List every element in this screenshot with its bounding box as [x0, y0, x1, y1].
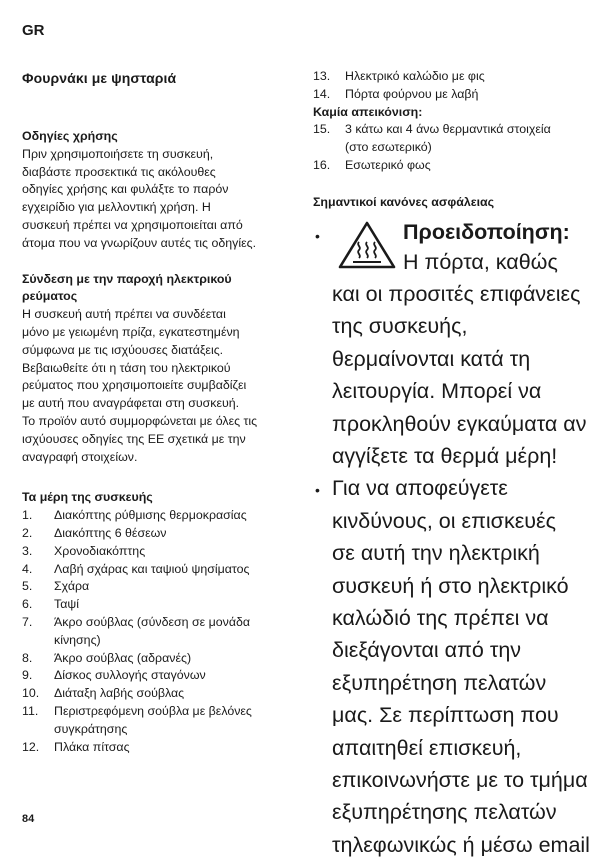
item-label: Διάταξη λαβής σούβλας	[54, 686, 185, 701]
parts-list	[22, 507, 294, 756]
list-item	[22, 578, 294, 596]
list-item	[22, 507, 294, 525]
list-item	[22, 543, 294, 561]
item-label-line: 3 κάτω και 4 άνω θερμαντικά στοιχεία	[345, 122, 551, 137]
item-number: 4.	[22, 561, 33, 576]
warning-line: λειτουργία. Μπορεί να	[332, 379, 542, 404]
item-number: 14.	[313, 86, 331, 101]
text-line: αναγραφή στοιχείων.	[22, 449, 138, 464]
warning-line: Η πόρτα, καθώς	[403, 249, 558, 274]
item-label: Διακόπτης ρύθμισης θερμοκρασίας	[54, 508, 247, 523]
item-label: Λαβή σχάρας και ταψιού ψησίματος	[54, 561, 250, 576]
warning-title: Προειδοποίηση:	[403, 219, 570, 244]
heading-line: ρεύματος	[22, 289, 78, 304]
warning-text	[403, 218, 598, 278]
item-number: 13.	[313, 69, 331, 83]
warning-line: της συσκευής,	[332, 314, 468, 339]
text-line: Βεβαιωθείτε ότι η τάση του ηλεκτρικού	[22, 360, 231, 375]
repair-line: καλώδιό της πρέπει να	[332, 606, 549, 631]
text-line: Η συσκευή αυτή πρέπει να συνδέεται	[22, 307, 226, 322]
repair-line: εξυπηρέτηση πελατών	[332, 670, 547, 695]
text-line: εγχειρίδιο για μελλοντική χρήση. Η	[22, 200, 211, 215]
hot-surface-warning-icon	[337, 220, 397, 270]
item-label: Ταψί	[54, 597, 79, 612]
item-label: Πόρτα φούρνου με λαβή	[345, 86, 479, 101]
item-label	[54, 614, 294, 650]
warning-block	[313, 218, 598, 473]
item-number: 9.	[22, 668, 33, 683]
repair-line: κινδύνους, οι επισκευές	[332, 508, 556, 533]
item-label-line: συγκράτησης	[54, 721, 128, 736]
item-label-line: Περιστρεφόμενη σούβλα με βελόνες	[54, 703, 252, 718]
text-line: Το προϊόν αυτό συμμορφώνεται με όλες τις	[22, 413, 258, 428]
text-line: συσκευή πρέπει να χρησιμοποιείται από	[22, 217, 243, 232]
repair-line: μας. Σε περίπτωση που	[332, 703, 559, 728]
document-title: Φουρνάκι με ψησταριά	[22, 70, 177, 86]
item-number: 16.	[313, 157, 331, 172]
item-number: 15.	[313, 122, 331, 137]
bullet: •	[315, 482, 320, 499]
text-line: Πριν χρησιμοποιήσετε τη συσκευή,	[22, 146, 214, 161]
item-number: 11.	[22, 703, 39, 718]
language-code: GR	[22, 22, 45, 39]
list-item	[22, 650, 294, 668]
item-label: Εσωτερικό φως	[345, 157, 431, 172]
list-item	[313, 86, 598, 104]
repair-line: σε αυτή την ηλεκτρική	[332, 541, 540, 566]
repair-block	[313, 472, 598, 861]
item-number: 3.	[22, 543, 33, 558]
item-label-line: (στο εσωτερικό)	[345, 140, 432, 155]
heading-line: Σύνδεση με την παροχή ηλεκτρικού	[22, 271, 232, 286]
list-item	[22, 561, 294, 579]
item-number: 6.	[22, 597, 33, 612]
right-column	[313, 68, 598, 861]
item-label: Χρονοδιακόπτης	[54, 543, 146, 558]
list-item	[313, 157, 598, 175]
warning-line: και οι προσιτές επιφάνειες	[332, 281, 581, 306]
list-item	[22, 614, 294, 650]
item-label: Διακόπτης 6 θέσεων	[54, 525, 167, 540]
item-number: 2.	[22, 525, 33, 540]
text-line: σύμφωνα με τις ισχύουσες διατάξεις.	[22, 342, 224, 357]
parts-list-continued	[313, 68, 598, 104]
item-label: Άκρο σούβλας (αδρανές)	[54, 650, 192, 665]
item-label: Ηλεκτρικό καλώδιο με φις	[345, 69, 485, 83]
text-line: διαβάστε προσεκτικά τις ακόλουθες	[22, 164, 216, 179]
not-shown-list	[313, 121, 598, 174]
item-number: 8.	[22, 650, 33, 665]
repair-lines	[332, 472, 598, 861]
list-item	[313, 68, 598, 86]
list-item	[313, 121, 598, 157]
list-item	[22, 685, 294, 703]
warning-line: θερμαίνονται κατά τη	[332, 346, 531, 371]
item-number: 10.	[22, 686, 40, 701]
repair-line: συσκευή ή στο ηλεκτρικό	[332, 573, 569, 598]
item-number: 1.	[22, 508, 33, 523]
item-label-line: Άκρο σούβλας (σύνδεση σε μονάδα	[54, 614, 251, 629]
text-line: με αυτή που αναγράφεται στη συσκευή.	[22, 396, 240, 411]
power-text	[22, 306, 294, 466]
list-item	[22, 525, 294, 543]
warning-row	[337, 218, 598, 278]
instructions-text	[22, 146, 294, 253]
power-heading	[22, 271, 294, 307]
warning-lines	[332, 278, 598, 472]
item-label: Δίσκος συλλογής σταγόνων	[54, 668, 206, 683]
repair-line: τηλεφωνικώς ή μέσω email	[332, 832, 590, 857]
list-item	[22, 596, 294, 614]
repair-line: επικοινωνήστε με το τμήμα	[332, 768, 588, 793]
text-line: άτομα που να γνωρίζουν αυτές τις οδηγίες.	[22, 235, 257, 250]
repair-line: διεξάγονται από την	[332, 638, 522, 663]
item-label: Σχάρα	[54, 579, 90, 594]
item-number: 5.	[22, 579, 33, 594]
text-line: ρεύματος που χρησιμοποιείτε συμβαδίζει	[22, 378, 247, 393]
item-label: Πλάκα πίτσας	[54, 739, 130, 754]
not-shown-heading: Καμία απεικόνιση:	[313, 104, 423, 119]
item-number: 12.	[22, 739, 40, 754]
text-line: ισχύουσες οδηγίες της ΕΕ σχετικά με την	[22, 431, 246, 446]
item-label-line: κίνησης)	[54, 632, 101, 647]
warning-line: αγγίξετε τα θερμά μέρη!	[332, 444, 558, 469]
text-line: οδηγίες χρήσης και φυλάξτε το παρόν	[22, 182, 229, 197]
repair-line: Για να αποφεύγετε	[332, 476, 508, 501]
item-label	[54, 703, 294, 739]
bullet: •	[315, 227, 320, 244]
page-number: 84	[22, 813, 35, 825]
repair-line: απαιτηθεί επισκευή,	[332, 735, 522, 760]
left-column	[22, 128, 294, 756]
list-item	[22, 703, 294, 739]
repair-line: εξυπηρέτησης πελατών	[332, 800, 557, 825]
warning-line: προκληθούν εγκαύματα αν	[332, 411, 587, 436]
instructions-heading: Οδηγίες χρήσης	[22, 129, 118, 143]
text-line: μόνο με γειωμένη πρίζα, εγκατεστημένη	[22, 324, 240, 339]
list-item	[22, 739, 294, 757]
item-label	[345, 121, 598, 157]
parts-heading: Τα μέρη της συσκευής	[22, 490, 153, 505]
list-item	[22, 667, 294, 685]
item-number: 7.	[22, 614, 33, 629]
safety-heading: Σημαντικοί κανόνες ασφάλειας	[313, 194, 495, 209]
